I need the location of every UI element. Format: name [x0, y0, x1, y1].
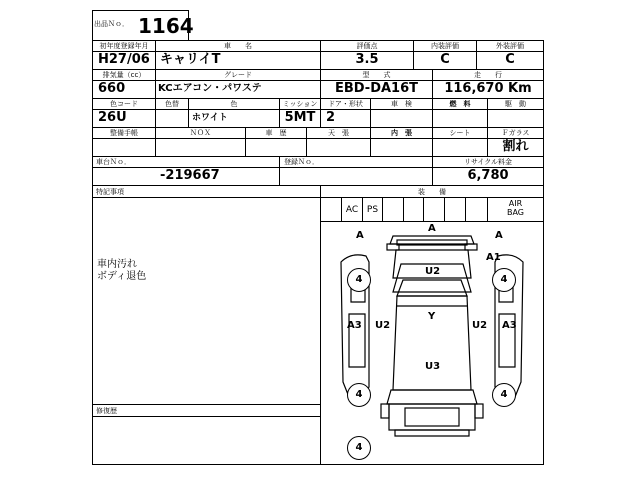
doors-value: 2 [326, 110, 336, 125]
mission-value: 5MT [284, 110, 316, 125]
mark-right-a1: A1 [486, 252, 501, 263]
equipment-ac: AC [345, 205, 359, 215]
color-value: ホワイト [192, 113, 228, 123]
lot-number: 1164 [138, 14, 194, 38]
name-label: 車 名 [224, 42, 252, 50]
nox-label: ＮＯＸ [190, 129, 211, 137]
year-value: H27/06 [98, 52, 150, 67]
fuel-label: 燃 料 [449, 100, 471, 108]
car-body-diagram [321, 222, 543, 464]
color-code-value: 26U [98, 110, 127, 125]
mark-right-u2: U2 [472, 320, 488, 331]
exterior-value: C [505, 52, 515, 67]
mileage-value: 116,670 Km [444, 81, 532, 96]
tire-front-right: 4 [492, 268, 516, 292]
color-code-label: 色コード [110, 100, 138, 108]
fglass-label: Ｆガラス [501, 129, 530, 137]
chassis-label: 車台Ｎｏ． [96, 158, 131, 166]
equipment-label: 装 備 [418, 188, 446, 196]
history-label: 車 歴 [265, 129, 287, 137]
remarks-label: 特記事項 [96, 188, 124, 196]
doors-label: ドア・形状 [328, 100, 363, 108]
interior-sheet-label: 内 張 [391, 129, 412, 137]
score-value: 3.5 [355, 52, 379, 67]
repair-label: 修復歴 [96, 407, 117, 415]
displacement-label: 排気量（cc） [102, 71, 146, 79]
remark-line: ボディ退色 [97, 271, 147, 282]
seat-label: シート [449, 129, 471, 137]
equipment-ps: PS [366, 205, 379, 215]
mark-front-a: A [428, 223, 436, 234]
drive-label: 駆 動 [505, 100, 526, 108]
model-value: EBD-DA16T [334, 81, 419, 96]
tire-rear-right: 4 [492, 383, 516, 407]
lot-label: 出品Ｎｏ． [94, 20, 129, 28]
mark-left-a3: A3 [347, 320, 362, 331]
year-label: 初年度登録年月 [99, 42, 149, 50]
fglass-value: 割れ [502, 139, 529, 154]
manual-label: 整備手帳 [110, 129, 138, 137]
remark-line: 車内汚れ [97, 259, 137, 270]
mark-right-a3: A3 [502, 320, 517, 331]
recycle-label: リサイクル料金 [463, 158, 513, 166]
chassis-value: -219667 [160, 168, 220, 183]
color-change-label: 色替 [165, 100, 179, 108]
tire-front-left: 4 [347, 268, 371, 292]
name-value: キャリイT [160, 52, 221, 67]
mark-left-a: A [356, 230, 364, 241]
registration-label: 登録Ｎｏ． [284, 158, 319, 166]
mark-center-y: Y [428, 311, 436, 322]
recycle-value: 6,780 [467, 168, 509, 183]
equipment-airbag: AIR BAG [506, 199, 525, 217]
grade-value: KCエアコン・パワステ [158, 83, 262, 94]
mileage-label: 走 行 [474, 71, 502, 79]
exterior-label: 外装評価 [496, 42, 524, 50]
mission-label: ミッション [282, 100, 318, 108]
sunroof-label: 天 張 [328, 129, 349, 137]
displacement-value: 660 [98, 81, 126, 96]
model-label: 型 式 [362, 71, 391, 79]
tire-rear-left: 4 [347, 383, 371, 407]
mark-left-u2: U2 [375, 320, 391, 331]
mark-u3: U3 [425, 361, 441, 372]
interior-label: 内装評価 [431, 42, 459, 50]
tire-spare: 4 [347, 436, 371, 460]
interior-value: C [440, 52, 450, 67]
vehicle-check-label: 車 検 [391, 100, 412, 108]
grade-label: グレード [224, 71, 252, 79]
color-label: 色 [230, 100, 238, 108]
mark-u2-top: U2 [425, 266, 441, 277]
mark-right-a: A [495, 230, 503, 241]
score-label: 評価点 [356, 42, 378, 50]
